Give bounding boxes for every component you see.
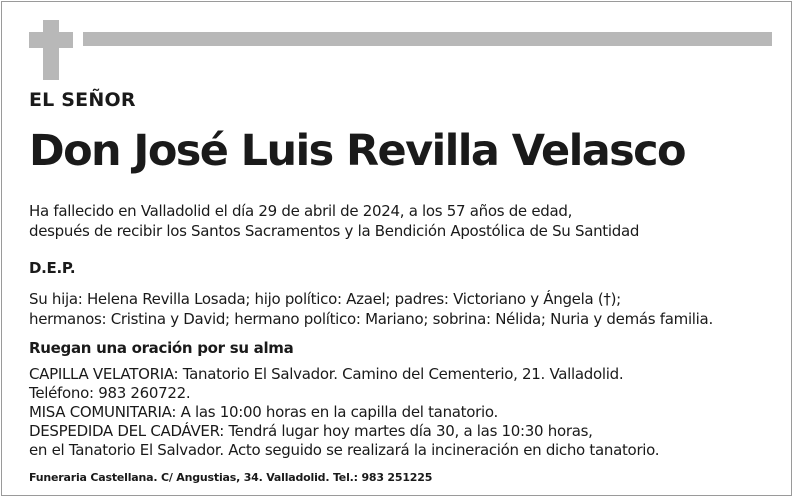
dep-label: D.E.P.: [29, 259, 76, 277]
family-line-2: hermanos: Cristina y David; hermano político: Mariano; sobrina: Nélida; Nuria y demás familia.: [29, 310, 713, 328]
funeral-home-footer: Funeraria Castellana. C/ Angustias, 34. Valladolid. Tel.: 983 251225: [29, 471, 433, 484]
title-kicker: EL SEÑOR: [29, 89, 136, 111]
detail-line-2: Teléfono: 983 260722.: [29, 384, 191, 402]
family-line-1: Su hija: Helena Revilla Losada; hijo político: Azael; padres: Victoriano y Ángela (†);: [29, 290, 621, 308]
detail-line-1: CAPILLA VELATORIA: Tanatorio El Salvador. Camino del Cementerio, 21. Valladolid.: [29, 365, 624, 383]
header-rule: [83, 32, 772, 46]
prayer-request: Ruegan una oración por su alma: [29, 339, 294, 357]
deceased-name: Don José Luis Revilla Velasco: [29, 126, 685, 176]
detail-line-4: DESPEDIDA DEL CADÁVER: Tendrá lugar hoy martes día 30, a las 10:30 horas,: [29, 422, 593, 440]
cross-icon: [29, 20, 73, 80]
detail-line-3: MISA COMUNITARIA: A las 10:00 horas en la capilla del tanatorio.: [29, 403, 498, 421]
intro-line-2: después de recibir los Santos Sacramentos y la Bendición Apostólica de Su Santidad: [29, 222, 640, 240]
intro-line-1: Ha fallecido en Valladolid el día 29 de abril de 2024, a los 57 años de edad,: [29, 202, 573, 220]
detail-line-5: en el Tanatorio El Salvador. Acto seguido se realizará la incineración en dicho tanatorio.: [29, 441, 660, 459]
